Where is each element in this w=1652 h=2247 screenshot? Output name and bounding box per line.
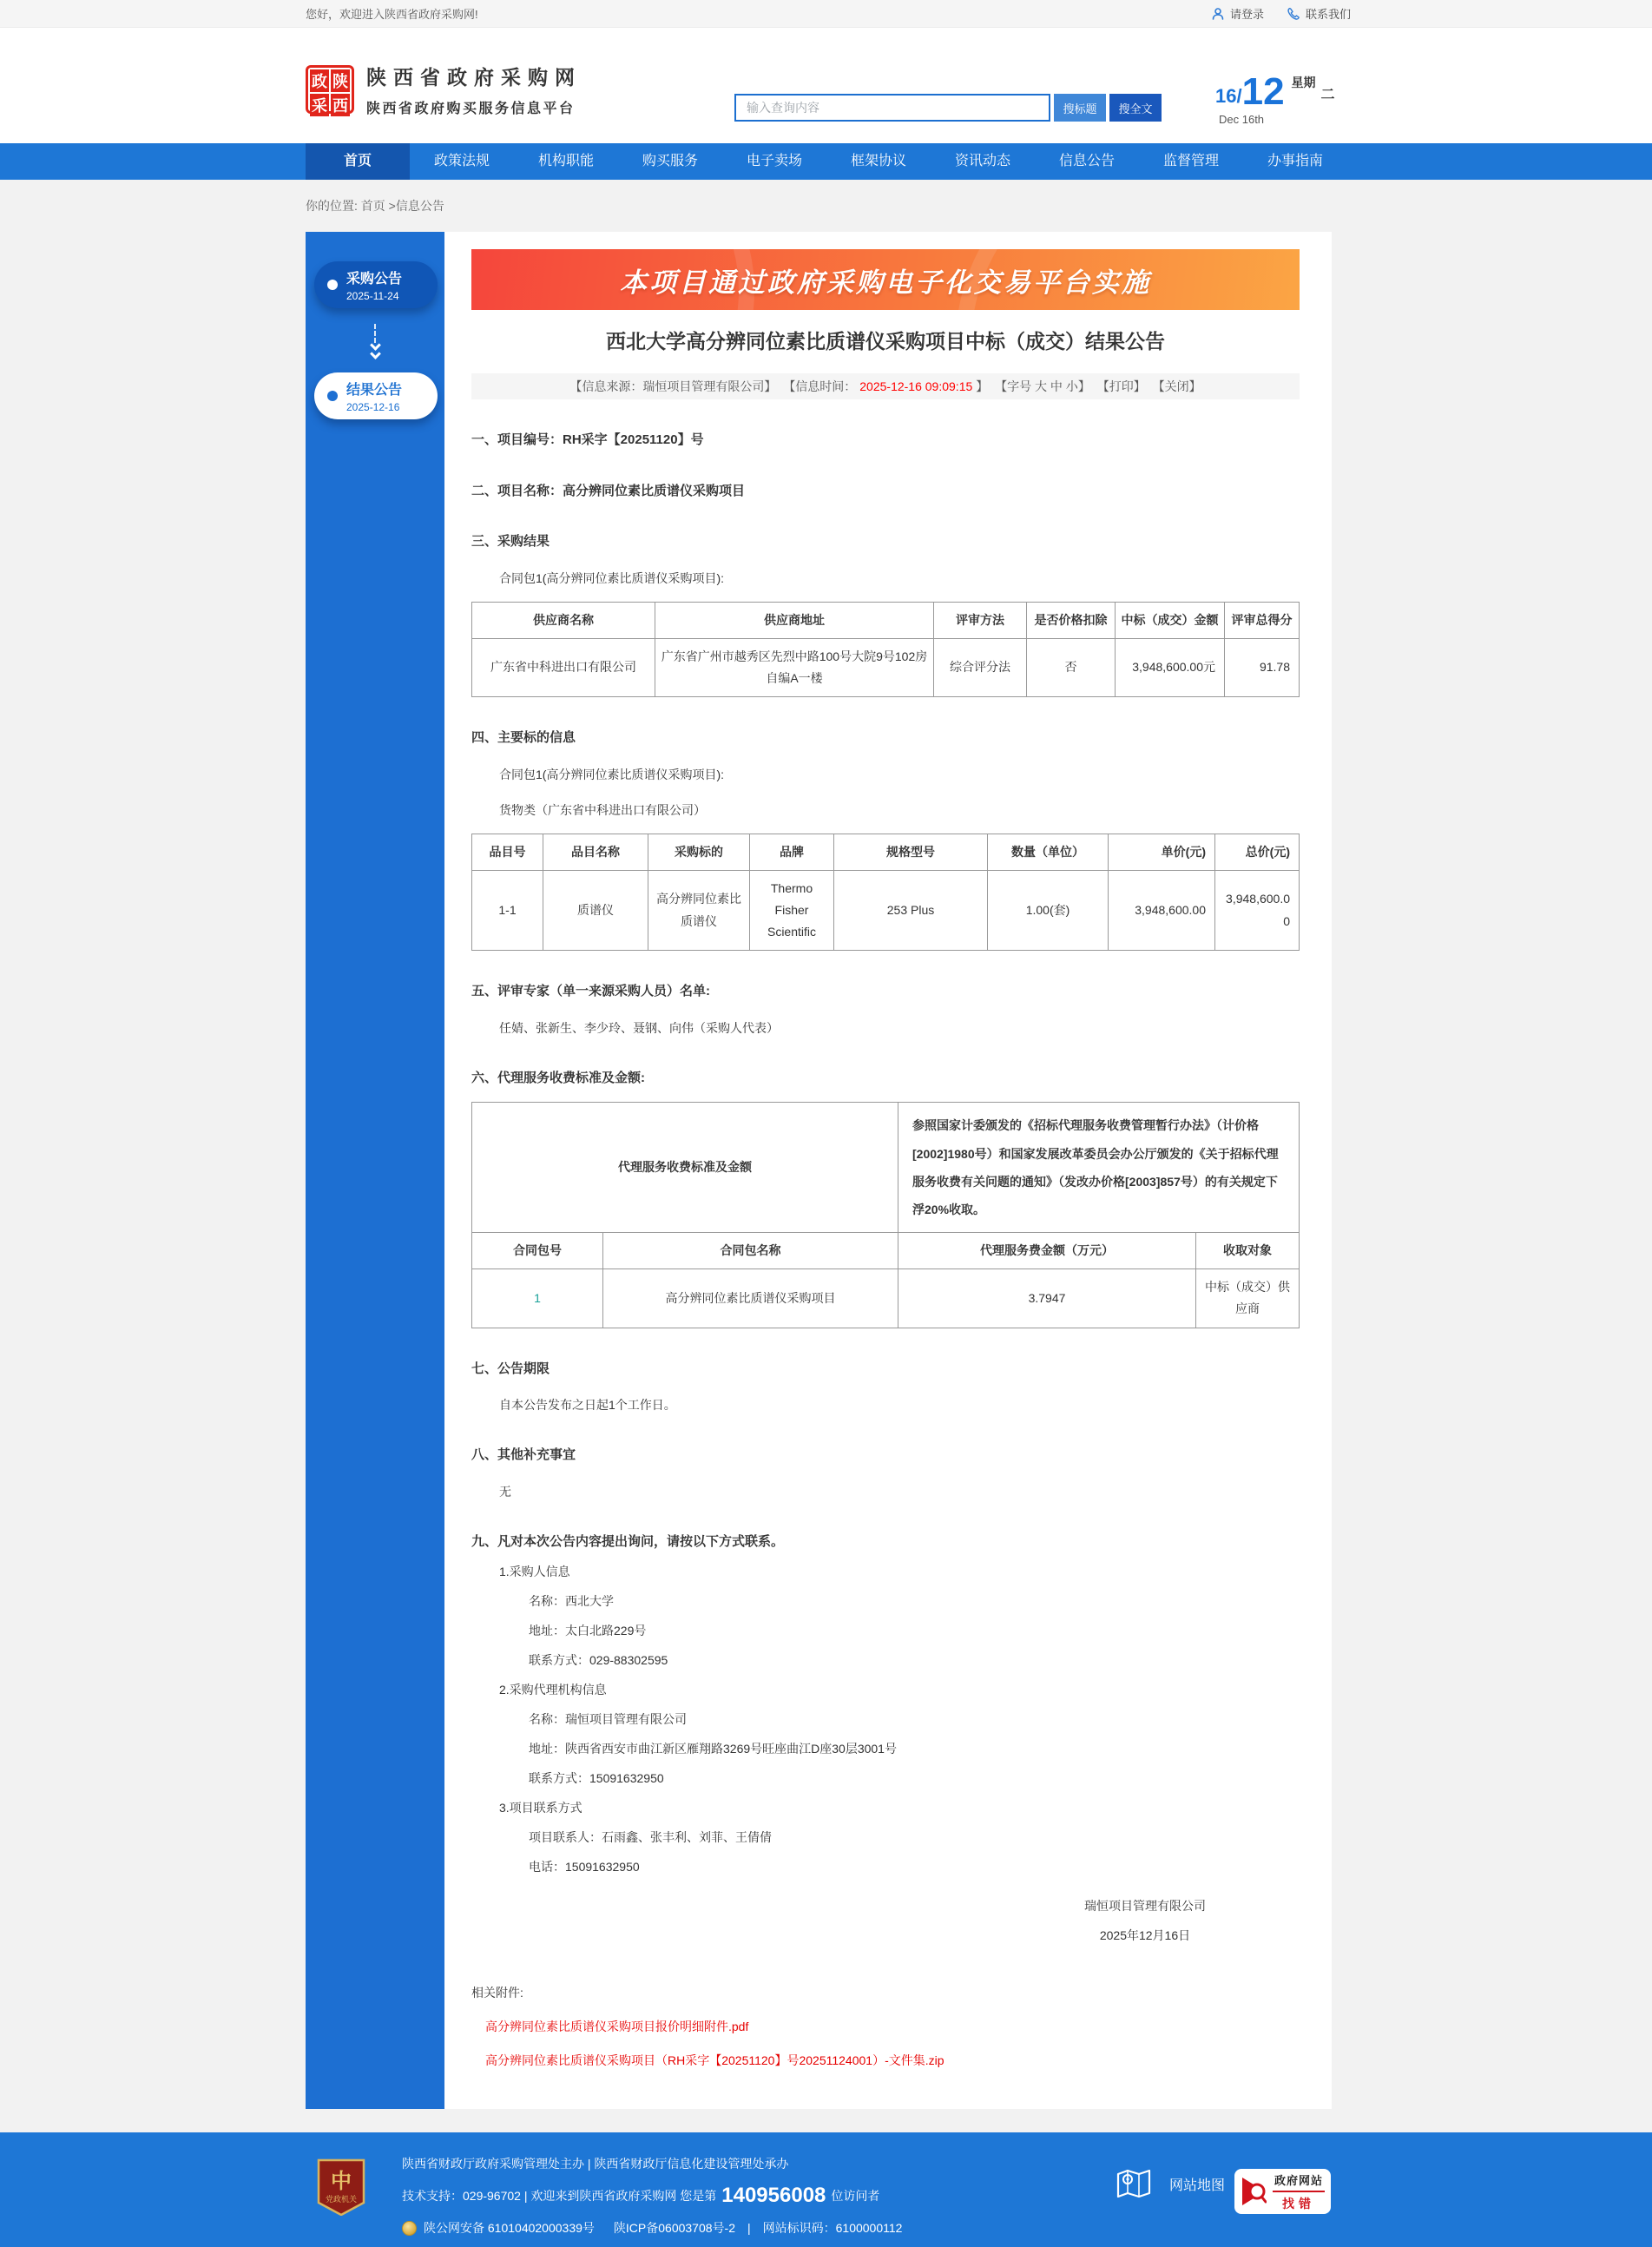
nav-item-announcements[interactable]: 信息公告 xyxy=(1058,154,1115,168)
public-security-emblem-icon xyxy=(402,2221,417,2236)
error-report-flag-icon xyxy=(1241,2176,1267,2207)
article-panel xyxy=(444,232,1332,2109)
map-icon xyxy=(1116,2167,1152,2200)
sidebar-item-procurement-notice[interactable]: 采购公告 2025-11-24 xyxy=(314,261,438,308)
nav-item-policies[interactable]: 政策法规 xyxy=(433,154,490,168)
contact-line: 名称：瑞恒项目管理有限公司 xyxy=(529,1712,687,1727)
site-header xyxy=(0,28,1652,143)
sidebar-item-result-notice[interactable]: 结果公告 2025-12-16 xyxy=(314,372,438,419)
article-title: 西北大学高分辨同位素比质谱仪采购项目中标（成交）结果公告 xyxy=(606,330,1165,353)
agency-fee-table xyxy=(471,1102,1300,1328)
site-code-text: 网站标识码：6100000112 xyxy=(762,2221,903,2236)
nav-item-home[interactable]: 首页 xyxy=(306,143,410,180)
section-project-number: 一、项目编号：RH采字【20251120】号 xyxy=(471,432,704,447)
subject-detail-table xyxy=(471,834,1300,952)
table-header-row: 品目号 品目名称 采购标的 品牌 规格型号 数量（单位） 单价(元) 总价(元) xyxy=(472,834,1300,870)
login-link[interactable]: 请登录 xyxy=(1211,5,1264,22)
attachments-label: 相关附件: xyxy=(471,1986,523,2000)
visitor-count: 140956008 xyxy=(721,2184,826,2208)
breadcrumb xyxy=(306,180,1652,223)
site-footer xyxy=(0,2132,1652,2247)
meta-source: 【信息来源：瑞恒项目管理有限公司】 xyxy=(569,379,777,393)
attachment-zip-link[interactable]: 高分辨同位素比质谱仪采购项目（RH采字【20251120】号20251124001）-文件集.zip xyxy=(485,2053,944,2068)
close-button[interactable]: 【关闭】 xyxy=(1152,379,1201,393)
section-announcement-period: 七、公告期限 xyxy=(471,1361,550,1376)
welcome-text: 您好，欢迎进入陕西省政府采购网! xyxy=(306,8,478,21)
timeline-arrow-icon xyxy=(306,308,444,372)
attachment-pdf-link[interactable]: 高分辨同位素比质谱仪采购项目报价明细附件.pdf xyxy=(485,2020,749,2034)
signature-date: 2025年12月16日 xyxy=(1099,1928,1191,1943)
section-review-experts: 五、评审专家（单一来源采购人员）名单: xyxy=(471,984,710,999)
nav-item-e-marketplace[interactable]: 电子卖场 xyxy=(746,154,802,168)
table-row: 1-1 质谱仪 高分辨同位素比质谱仪 Thermo Fisher Scientific 253 Plus 1.00(套) 3,948,600.00 3,948,600.00 xyxy=(472,870,1300,951)
platform-banner xyxy=(471,249,1300,310)
date-week-day: 二 xyxy=(1320,88,1335,102)
announcement-period-text: 自本公告发布之日起1个工作日。 xyxy=(499,1398,676,1413)
breadcrumb-home-link[interactable]: 首页 xyxy=(360,199,385,213)
icp-beian-link[interactable]: 陕ICP备06003708号-2 xyxy=(613,2221,735,2236)
package-number-link[interactable]: 1 xyxy=(472,1269,603,1328)
contact-line: 联系方式：15091632950 xyxy=(529,1771,664,1786)
print-button[interactable]: 【打印】 xyxy=(1096,379,1146,393)
nav-item-framework-agreement[interactable]: 框架协议 xyxy=(850,154,906,168)
top-bar xyxy=(0,0,1652,28)
contact-line: 名称：西北大学 xyxy=(529,1594,614,1609)
footer-support-line: 技术支持：029-96702 | 欢迎来到陕西省政府采购网 您是第 140956008 位访问者 xyxy=(402,2184,880,2208)
date-month: 12 xyxy=(1241,70,1285,113)
meta-time-prefix: 【信息时间： xyxy=(783,379,857,393)
fee-policy-text: 参照国家计委颁发的《招标代理服务收费管理暂行办法》（计价格[2002]1980号）和国家发展改革委员会办公厅颁发的《关于招标代理服务收费有关问题的通知》（发改办价格[2003]857号）的有关规定下浮20%收取。 xyxy=(898,1103,1300,1233)
search-bar xyxy=(734,94,1162,122)
section-project-name: 二、项目名称：高分辨同位素比质谱仪采购项目 xyxy=(471,483,746,498)
other-matters-text: 无 xyxy=(499,1484,511,1499)
breadcrumb-current[interactable]: 信息公告 xyxy=(395,199,444,213)
section-inquiry-contact: 九、凡对本次公告内容提出询问，请按以下方式联系。 xyxy=(471,1533,785,1549)
main-nav xyxy=(0,143,1652,180)
contact-line: 2.采购代理机构信息 xyxy=(499,1683,607,1697)
police-beian-link[interactable]: 陕公网安备 61010402000339号 xyxy=(424,2221,595,2236)
expert-names: 任婧、张新生、李少玲、聂钢、向伟（采购人代表） xyxy=(499,1020,779,1035)
goods-category-note: 货物类（广东省中科进出口有限公司） xyxy=(499,802,706,817)
date-week-label: 星期 xyxy=(1291,76,1316,89)
section-agency-fee: 六、代理服务收费标准及金额: xyxy=(471,1070,645,1085)
gov-site-error-report-badge[interactable]: 政府网站 找错 xyxy=(1234,2169,1331,2214)
sitemap-link[interactable]: 网站地图 xyxy=(1116,2167,1225,2200)
timeline-dot-icon xyxy=(327,391,338,401)
contact-line: 地址：陕西省西安市曲江新区雁翔路3269号旺座曲江D座30层3001号 xyxy=(529,1742,897,1756)
table-header-row: 合同包号 合同包名称 代理服务费金额（万元） 收取对象 xyxy=(472,1233,1300,1269)
site-title: 陕西省政府采购网 xyxy=(366,66,582,89)
footer-organizer-line: 陕西省财政厅政府采购管理处主办 | 陕西省财政厅信息化建设管理处承办 xyxy=(402,2157,789,2171)
svg-text:中: 中 xyxy=(331,2171,352,2194)
breadcrumb-separator: > xyxy=(388,199,396,213)
contact-line: 项目联系人：石雨鑫、张丰利、刘菲、王倩倩 xyxy=(529,1830,772,1845)
announcement-timeline-sidebar xyxy=(306,232,444,2109)
phone-icon xyxy=(1287,7,1300,21)
search-input[interactable] xyxy=(734,94,1050,122)
table-row: 广东省中科进出口有限公司 广东省广州市越秀区先烈中路100号大院9号102房自编A一楼 综合评分法 否 3,948,600.00元 91.78 xyxy=(472,638,1300,696)
date-day: 16/ xyxy=(1215,85,1242,107)
banner-text: 本项目通过政府采购电子化交易平台实施 xyxy=(620,267,1151,298)
table-header-row: 供应商名称 供应商地址 评审方法 是否价格扣除 中标（成交）金额 评审总得分 xyxy=(472,602,1300,638)
contract-package-note: 合同包1(高分辨同位素比质谱仪采购项目): xyxy=(499,767,724,781)
section-main-subject-info: 四、主要标的信息 xyxy=(471,730,576,746)
search-fulltext-button[interactable]: 搜全文 xyxy=(1109,94,1162,122)
section-procurement-result: 三、采购结果 xyxy=(471,534,550,549)
contact-line: 联系方式：029-88302595 xyxy=(529,1653,668,1668)
shield-text: 党政机关 xyxy=(325,2195,358,2204)
footer-beian-line: 陕公网安备 61010402000339号 陕ICP备06003708号-2 | 网站标识码：6100000112 xyxy=(402,2219,902,2237)
breadcrumb-label: 你的位置: xyxy=(306,199,358,213)
contract-package-note: 合同包1(高分辨同位素比质谱仪采购项目): xyxy=(499,570,724,585)
meta-time-value: 2025-12-16 09:09:15 xyxy=(859,379,973,393)
section-other-matters: 八、其他补充事宜 xyxy=(471,1447,576,1463)
logo-seal-icon: 政 陕 采 西 xyxy=(306,65,354,114)
party-government-badge-icon xyxy=(317,2158,365,2216)
contact-line: 电话：15091632950 xyxy=(529,1860,640,1875)
date-widget xyxy=(1215,70,1337,126)
nav-item-purchase-services[interactable]: 购买服务 xyxy=(642,154,698,168)
article-meta-bar: 【信息来源：瑞恒项目管理有限公司】 【信息时间： 2025-12-16 09:09:15 】 【字号 大 中 小】 【打印】 【关闭】 xyxy=(471,373,1300,399)
nav-item-supervision[interactable]: 监督管理 xyxy=(1162,154,1219,168)
svg-text:党政机关 xyxy=(326,2194,357,2204)
date-english: Dec 16th xyxy=(1219,113,1265,126)
table-row: 1 高分辨同位素比质谱仪采购项目 3.7947 中标（成交）供应商 xyxy=(472,1269,1300,1328)
signature-org: 瑞恒项目管理有限公司 xyxy=(1084,1899,1206,1914)
table-row: 代理服务收费标准及金额 参照国家计委颁发的《招标代理服务收费管理暂行办法》（计价格[2002]1980号）和国家发展改革委员会办公厅颁发的《关于招标代理服务收费有关问题的通知》（发改办价格[2003]857号）的有关规定下浮20%收取。 xyxy=(472,1103,1300,1233)
contact-link[interactable]: 联系我们 xyxy=(1287,5,1351,22)
nav-item-news[interactable]: 资讯动态 xyxy=(954,154,1010,168)
contact-line: 1.采购人信息 xyxy=(499,1565,570,1579)
timeline-dot-icon xyxy=(327,280,338,290)
contact-line: 地址：太白北路229号 xyxy=(529,1624,647,1638)
supplier-result-table xyxy=(471,602,1300,698)
font-size-controls[interactable]: 【字号 大 中 小】 xyxy=(995,379,1090,393)
signature-block xyxy=(471,1897,1300,1944)
site-subtitle: 陕西省政府购买服务信息平台 xyxy=(366,102,576,116)
nav-item-functions[interactable]: 机构职能 xyxy=(537,154,594,168)
contact-line: 3.项目联系方式 xyxy=(499,1801,582,1815)
user-icon xyxy=(1211,7,1225,21)
nav-item-guide[interactable]: 办事指南 xyxy=(1267,154,1323,168)
search-title-button[interactable]: 搜标题 xyxy=(1054,94,1106,122)
site-logo xyxy=(306,62,582,117)
